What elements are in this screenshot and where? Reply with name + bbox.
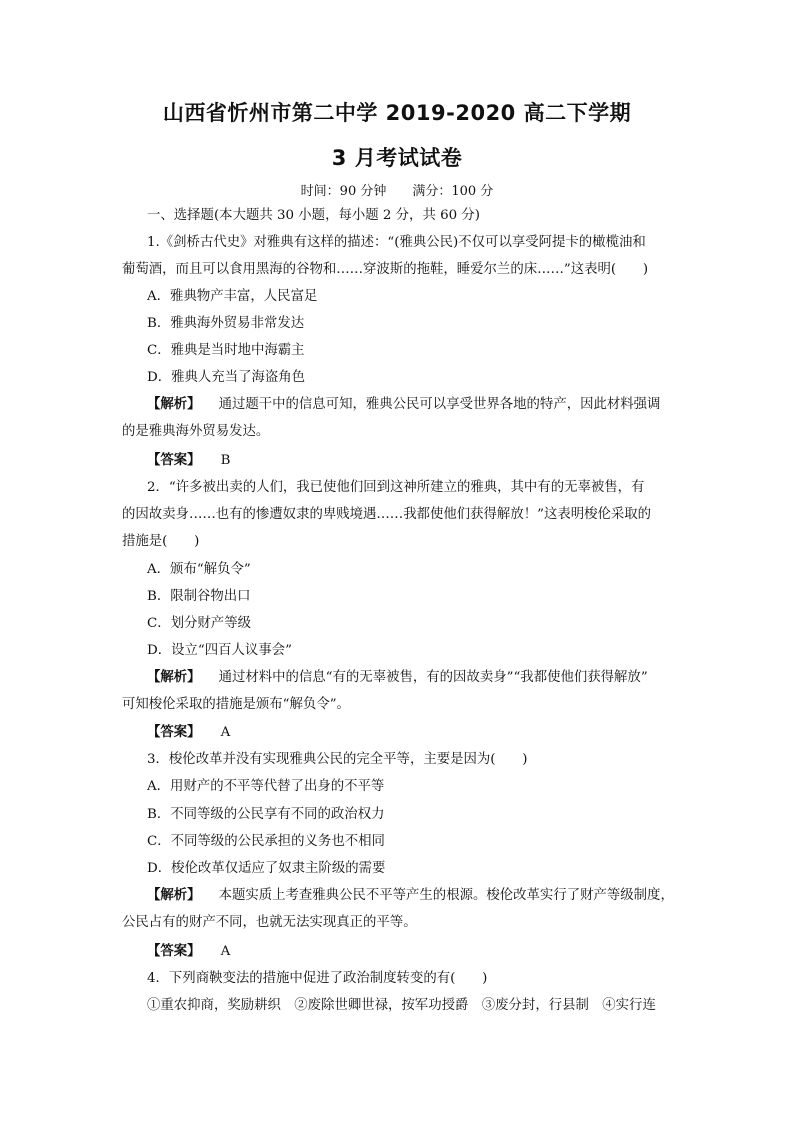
q3-option-b: B．不同等级的公民享有不同的政治权力 xyxy=(147,807,385,822)
q2-stem-line-1: 2．“许多被出卖的人们，我已使他们回到这神所建立的雅典，其中有的无辜被售，有 xyxy=(147,480,645,495)
q3-answer-value: A xyxy=(220,944,231,959)
exam-time: 时间：90 分钟 xyxy=(300,184,387,199)
q2-option-b: B．限制谷物出口 xyxy=(147,589,251,604)
q2-option-d: D．设立“四百人议事会” xyxy=(147,643,292,658)
q2-stem-line-2: 的因故卖身……也有的惨遭奴隶的卑贱境遇……我都使他们获得解放！”这表明梭伦采取的 xyxy=(122,507,652,522)
q2-analysis-text: 通过材料中的信息“有的无辜被售，有的因故卖身”“我都使他们获得解放” xyxy=(218,670,648,685)
q3-stem-line-1: 3．梭伦改革并没有实现雅典公民的完全平等，主要是因为( ) xyxy=(147,752,528,767)
q3-option-c: C．不同等级的公民承担的义务也不相同 xyxy=(147,834,385,849)
exam-score: 满分：100 分 xyxy=(412,184,494,199)
q3-analysis xyxy=(147,887,674,905)
q1-analysis-cont: 的是雅典海外贸易发达。 xyxy=(122,424,270,439)
q2-option-a: A．颁布“解负令” xyxy=(147,562,251,577)
q3-answer xyxy=(147,943,230,961)
q1-answer xyxy=(147,452,230,470)
analysis-label: 【解析】 xyxy=(147,397,201,412)
q2-answer xyxy=(147,724,230,742)
q2-option-c: C．划分财产等级 xyxy=(147,616,251,631)
answer-label: 【答案】 xyxy=(147,725,201,740)
q2-analysis-cont: 可知梭伦采取的措施是颁布“解负令”。 xyxy=(122,697,350,712)
q1-stem-line-1: 1.《剑桥古代史》对雅典有这样的描述：“(雅典公民)不仅可以享受阿提卡的橄榄油和 xyxy=(147,235,646,250)
q1-answer-value: B xyxy=(220,453,231,468)
answer-label: 【答案】 xyxy=(147,944,201,959)
exam-title-line-2: 3 月考试试卷 xyxy=(331,146,463,170)
q1-analysis-text: 通过题干中的信息可知，雅典公民可以享受世界各地的特产，因此材料强调 xyxy=(218,397,661,412)
analysis-label: 【解析】 xyxy=(147,670,201,685)
section-heading: 一、选择题(本大题共 30 小题，每小题 2 分，共 60 分) xyxy=(147,208,481,223)
q1-option-c: C．雅典是当时地中海霸主 xyxy=(147,343,305,358)
q4-stem-line-1: 4．下列商鞅变法的措施中促进了政治制度转变的有( ) xyxy=(147,971,488,986)
answer-label: 【答案】 xyxy=(147,453,201,468)
exam-meta xyxy=(0,180,794,199)
analysis-label: 【解析】 xyxy=(147,888,201,903)
q3-analysis-cont: 公民占有的财产不同，也就无法实现真正的平等。 xyxy=(122,915,417,930)
q1-stem-line-2: 葡萄酒，而且可以食用黑海的谷物和……穿波斯的拖鞋，睡爱尔兰的床……”这表明( ) xyxy=(122,262,649,277)
exam-title-line-1: 山西省忻州市第二中学 2019-2020 高二下学期 xyxy=(162,101,632,125)
q3-option-a: A．用财产的不平等代替了出身的不平等 xyxy=(147,779,385,794)
q1-option-d: D．雅典人充当了海盗角色 xyxy=(147,370,306,385)
q1-option-b: B．雅典海外贸易非常发达 xyxy=(147,316,305,331)
q2-answer-value: A xyxy=(220,725,231,740)
q2-analysis xyxy=(147,669,648,687)
q2-stem-line-3: 措施是( ) xyxy=(122,534,200,549)
q1-analysis xyxy=(147,396,660,414)
q1-option-a: A．雅典物产丰富，人民富足 xyxy=(147,289,318,304)
q3-analysis-text: 本题实质上考查雅典公民不平等产生的根源。梭伦改革实行了财产等级制度， xyxy=(218,888,674,903)
q3-option-d: D．梭伦改革仅适应了奴隶主阶级的需要 xyxy=(147,861,386,876)
q4-stem-line-2: ①重农抑商，奖励耕织 ②废除世卿世禄，按军功授爵 ③废分封，行县制 ④实行连 xyxy=(147,998,656,1013)
